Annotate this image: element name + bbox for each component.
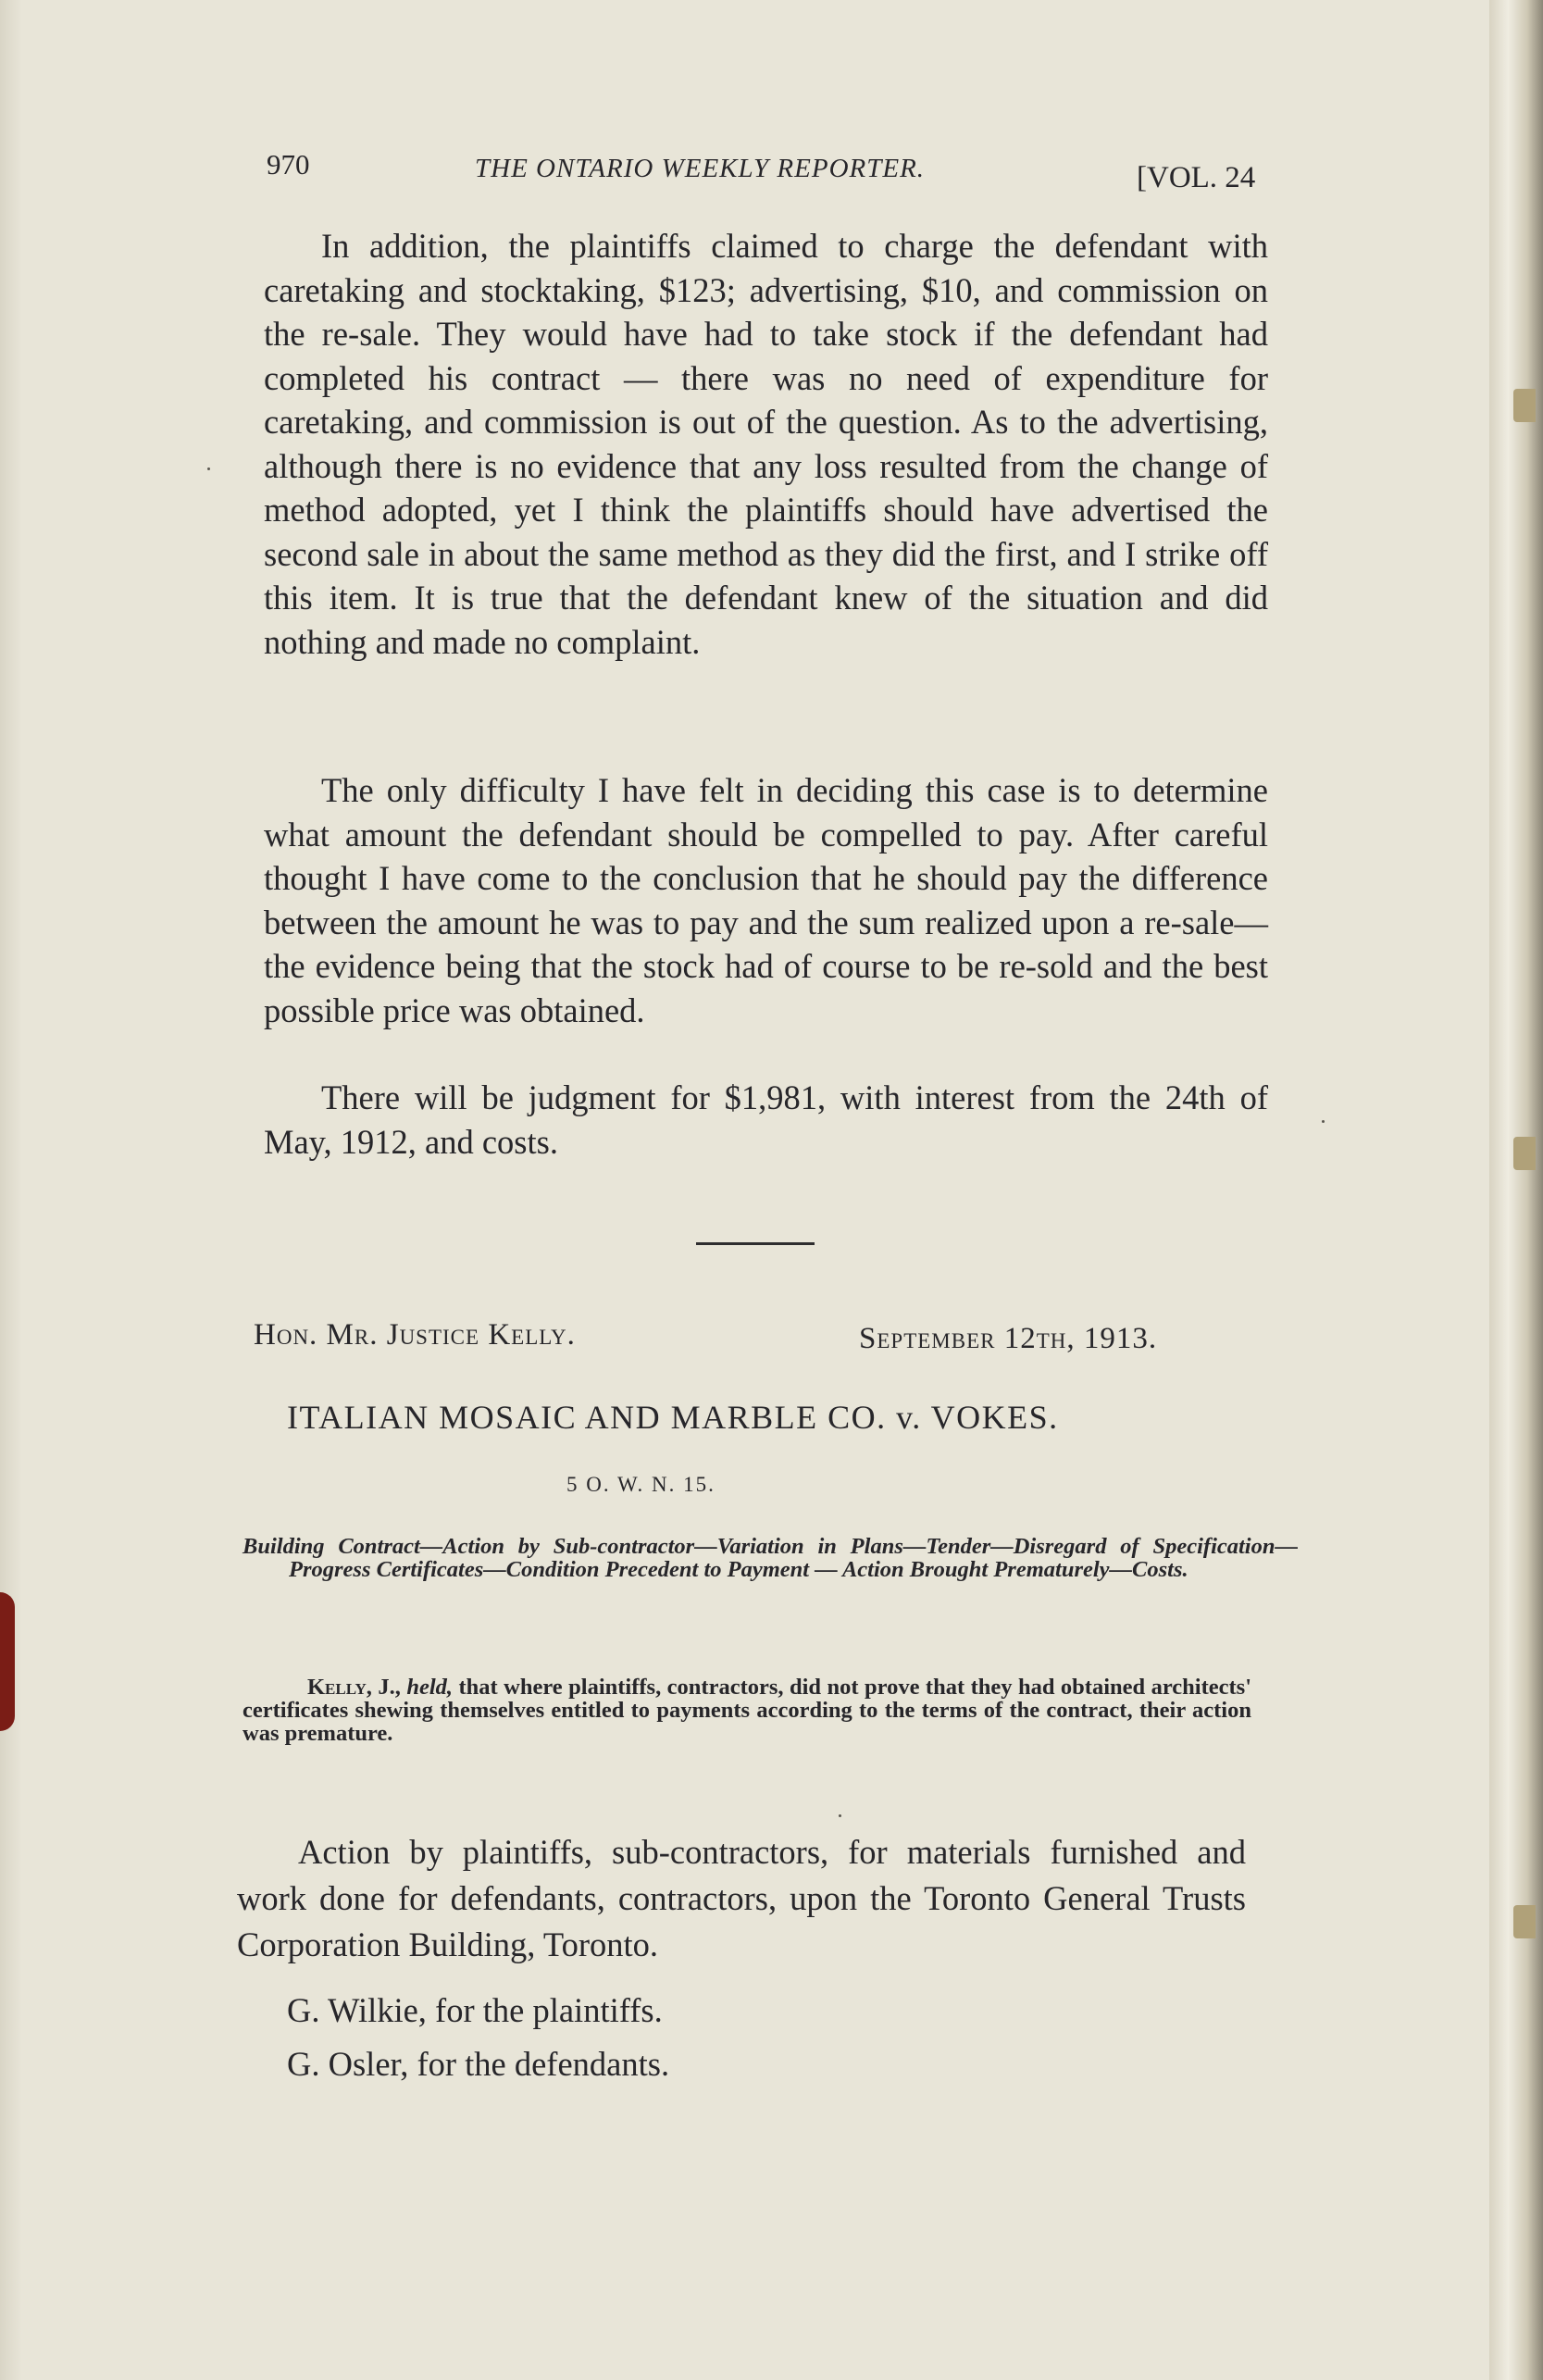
headnote: Building Contract—Action by Sub-contractor—Variation in Plans—Tender—Disregard of Specification—Progress Certificates—Condition Precedent to Payment — Action Brought Prematurely—Costs. — [243, 1534, 1298, 1582]
action-paragraph: Action by plaintiffs, sub-contractors, for materials furnished and work done for defendants, contractors, upon the Toronto General Trusts Corporation Building, Toronto. — [237, 1833, 1246, 1963]
binding-tab — [1513, 389, 1536, 422]
page-number: 970 — [267, 148, 310, 181]
holding-held: held, — [406, 1675, 454, 1700]
decision-date: September 12th, 1913. — [859, 1322, 1158, 1355]
holding-judge: Kelly, J., — [307, 1675, 401, 1700]
holding-text: that where plaintiffs, contractors, did not prove that they had obtained architects' certificates shewing themselves entitled to payments according to the terms of the contract, their action was premature. — [243, 1675, 1251, 1746]
binding-tab — [1513, 1905, 1536, 1938]
paper-speck — [1322, 1120, 1325, 1123]
case-title: ITALIAN MOSAIC AND MARBLE CO. v. VOKES. — [287, 1399, 1059, 1436]
binding-tab — [1513, 1137, 1536, 1170]
journal-title: THE ONTARIO WEEKLY REPORTER. — [475, 154, 926, 183]
counsel-defendants: G. Osler, for the defendants. — [287, 2045, 670, 2083]
paragraph-difficulty: The only difficulty I have felt in deciding this case is to determine what amount the defendant should be compelled to pay. After careful thought I have come to the conclusion that he should pay the difference between the amount he was to pay and the sum realized upon a re-sale—the evidence being that the stock had of course to be re-sold and the best possible price was obtained. — [264, 771, 1268, 1029]
running-header — [267, 146, 1275, 202]
justice-name: Hon. Mr. Justice Kelly. — [254, 1318, 576, 1352]
case-citation: 5 O. W. N. 15. — [566, 1473, 716, 1496]
section-divider — [696, 1242, 815, 1245]
holding — [243, 1676, 1251, 1745]
volume-label: [VOL. 24 — [1137, 161, 1256, 194]
page-edge — [1489, 0, 1543, 2380]
counsel-plaintiffs: G. Wilkie, for the plaintiffs. — [287, 1991, 663, 2029]
page-fold-shadow — [0, 0, 22, 2380]
paper-speck — [839, 1814, 841, 1817]
paper-speck — [207, 467, 210, 470]
paragraph-judgment: There will be judgment for $1,981, with interest from the 24th of May, 1912, and costs. — [264, 1078, 1268, 1161]
left-edge-stain — [0, 1592, 15, 1731]
paragraph-caretaking: In addition, the plaintiffs claimed to charge the defendant with caretaking and stocktaking, $123; advertising, $10, and commission on the re-sale. They would have had to take stock if the defendant had completed his contract — there was no need of expenditure for caretaking, and commission is out of the question. As to the advertising, although there is no evidence that any loss resulted from the change of method adopted, yet I think the plaintiffs should have advertised the second sale in about the same method as they did the first, and I strike off this item. It is true that the defendant knew of the situation and did nothing and made no complaint. — [264, 227, 1268, 661]
